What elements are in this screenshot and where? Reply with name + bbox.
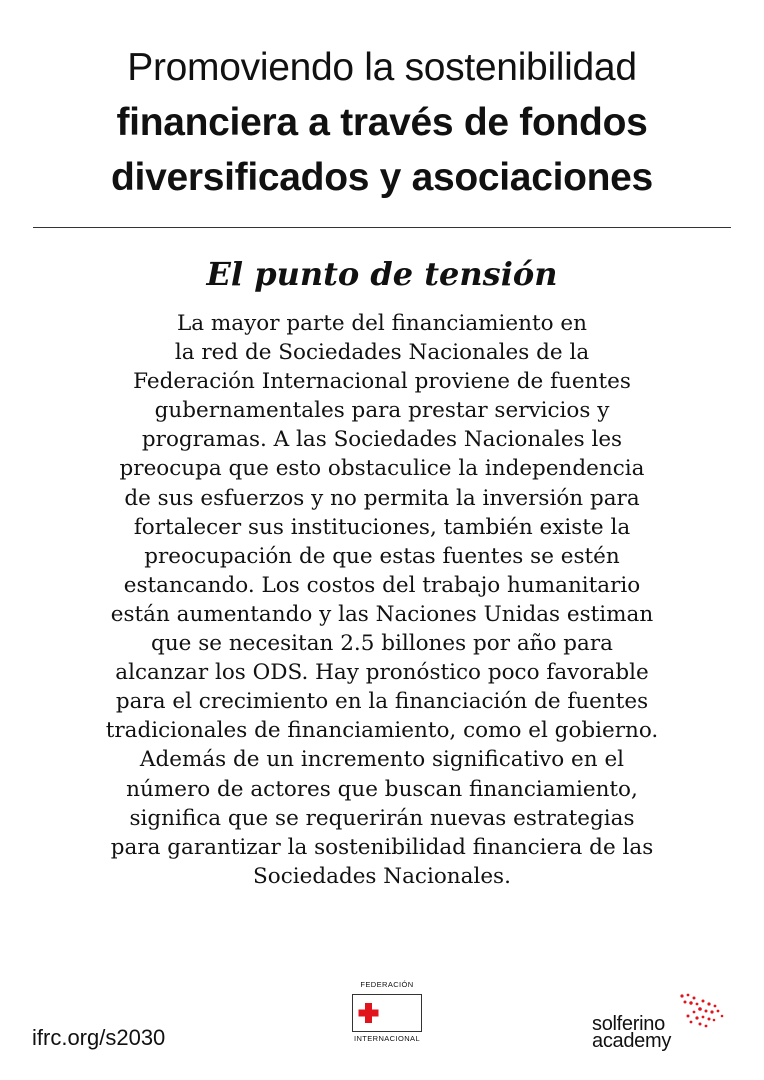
body-line: preocupación de que estas fuentes se estén xyxy=(144,543,620,569)
body-line: La mayor parte del financiamiento en xyxy=(176,311,588,336)
solferino-line-1: solferino xyxy=(592,1013,665,1035)
body-line: para garantizar la sostenibilidad financiera de las xyxy=(110,834,654,860)
body-line: están aumentando y las Naciones Unidas estiman xyxy=(110,601,654,627)
title-line-1: Promoviendo la sostenibilidad xyxy=(127,46,637,89)
body-line: significa que se requerirán nuevas estrategias xyxy=(129,805,635,831)
body-line: fortalecer sus instituciones, también existe la xyxy=(133,514,631,540)
divider xyxy=(33,227,731,228)
body-line: número de actores que buscan financiamiento, xyxy=(126,776,638,802)
body-line: alcanzar los ODS. Hay pronóstico poco favorable xyxy=(115,660,649,686)
body-line: preocupa que esto obstaculice la independencia xyxy=(119,456,645,482)
dotted-cross-icon xyxy=(678,992,728,1032)
page-title xyxy=(0,40,764,205)
solferino-line-2: academy xyxy=(592,1030,672,1052)
title-line-2: financiera a través de fondos xyxy=(116,101,648,144)
solferino-academy-logo xyxy=(588,992,738,1052)
body-line: Federación Internacional proviene de fuentes xyxy=(133,369,631,395)
body-line: para el crecimiento en la financiación de fuentes xyxy=(115,689,649,715)
ifrc-logo xyxy=(345,980,429,1050)
body-line: Además de un incremento significativo en el xyxy=(139,747,625,773)
body-paragraph xyxy=(106,309,659,891)
red-crescent-icon xyxy=(394,1002,406,1025)
red-cross-icon xyxy=(358,1003,378,1023)
title-line-3: diversificados y asociaciones xyxy=(111,156,653,199)
body-line: que se necesitan 2.5 billones por año para xyxy=(151,631,613,657)
solferino-academy-wordmark xyxy=(592,1013,672,1052)
section-heading: El punto de tensión xyxy=(206,255,558,293)
body-line: programas. A las Sociedades Nacionales les xyxy=(141,427,623,453)
ifrc-logo-top-text: FEDERACIÓN xyxy=(360,980,414,989)
footer-url: ifrc.org/s2030 xyxy=(32,1025,166,1050)
ifrc-logo-bottom-text: INTERNACIONAL xyxy=(353,1034,421,1043)
body-line: estancando. Los costos del trabajo humanitario xyxy=(123,572,641,598)
body-line: gubernamentales para prestar servicios y xyxy=(154,398,610,424)
ifrc-emblem xyxy=(352,994,422,1032)
body-line: tradicionales de financiamiento, como el gobierno. xyxy=(105,718,659,744)
body-line: Sociedades Nacionales. xyxy=(253,863,511,889)
body-line: la red de Sociedades Nacionales de la xyxy=(174,340,590,366)
body-line: de sus esfuerzos y no permita la inversión para xyxy=(124,485,640,511)
